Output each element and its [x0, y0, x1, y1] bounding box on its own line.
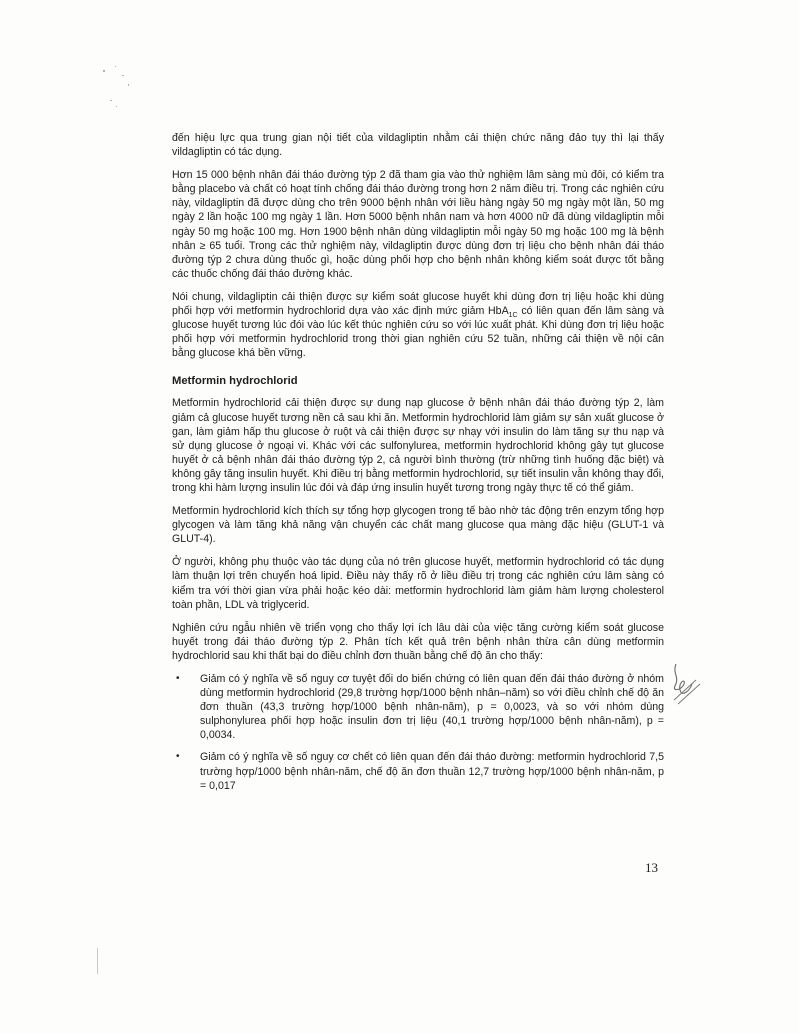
handwritten-signature-icon [666, 660, 702, 713]
paragraph-text: Nói chung, vildagliptin cải thiện được sự kiểm soát glucose huyết khi dùng đơn trị liệu hoặc khi dùng phối hợp với metformin hydrochlorid dựa vào xác định mức giảm HbA [172, 290, 664, 318]
scan-speck [110, 100, 112, 101]
list-item [172, 672, 664, 742]
scan-speck [103, 70, 105, 72]
page-number: 13 [645, 860, 658, 875]
paragraph: Hơn 15 000 bệnh nhân đái tháo đường týp 2 đã tham gia vào thử nghiệm lâm sàng mù đôi, có kiểm tra bằng placebo và chất có hoạt tính chống đái tháo đường trong hơn 2 năm điều trị. Trong các nghiên cứu này, vildagliptin đã được dùng cho trên 9000 bệnh nhân với liều hàng ngày 50 mg ngày một lần, 50 mg ngày 2 lần hoặc 100 mg ngày 1 lần. Hơn 5000 bệnh nhân nam và hơn 4000 nữ đã dùng vildagliptin mỗi ngày 50 mg hoặc 100 mg. Hơn 1900 bệnh nhân dùng vildagliptin mỗi ngày 50 mg hoặc 100 mg là bệnh nhân ≥ 65 tuổi. Trong các thử nghiệm này, vildagliptin được dùng đơn trị liệu cho bệnh nhân đái tháo đường týp 2 chưa dùng thuốc gì, hoặc dùng phối hợp cho bệnh nhân không kiểm soát được tốt bằng các thuốc chống đái tháo đường khác. [172, 169, 664, 280]
list-item-text: Giảm có ý nghĩa về số nguy cơ tuyệt đối do biến chứng có liên quan đến đái tháo đường ở nhóm dùng metformin hydrochlorid (29,8 trường hợp/1000 bệnh nhân–năm) so với điều chỉnh chế độ ăn đơn thuần (43,3 trường hợp/1000 bệnh nhân-năm), p = 0,0023, và so với nhóm dùng sulphonylurea phối hợp hoặc insulin đơn trị liệu (40,1 trường hợp/1000 bệnh nhân-năm), p = 0,0034. [200, 673, 664, 742]
bullet-list [172, 672, 664, 793]
list-item-text: Giảm có ý nghĩa về số nguy cơ chết có liên quan đến đái tháo đường: metformin hydrochlorid 7,5 trường hợp/1000 bệnh nhân-năm, chế độ ăn đơn thuần 12,7 trường hợp/1000 bệnh nhân-năm, p = 0,017 [200, 751, 664, 792]
section-heading: Metformin hydrochlorid [172, 375, 298, 388]
paragraph-hba1c [172, 290, 664, 360]
scan-speck [122, 75, 124, 76]
scan-mark [97, 948, 98, 974]
paragraph: đến hiệu lực qua trung gian nội tiết của vildagliptin nhằm cải thiện chức năng đảo tụy thì lại thấy vildagliptin có tác dụng. [172, 132, 664, 159]
paragraph: Metformin hydrochlorid kích thích sự tổng hợp glycogen trong tế bào nhờ tác động trên enzym tổng hợp glycogen và làm tăng khả năng vận chuyển các chất mang glucose qua màng đặc hiệu (GLUT-1 và GLUT-4). [172, 505, 664, 546]
bullet-icon: • [176, 751, 180, 763]
bullet-icon: • [176, 673, 180, 684]
list-item [172, 750, 664, 792]
paragraph: Nghiên cứu ngẫu nhiên về triển vọng cho thấy lợi ích lâu dài của việc tăng cường kiểm soát glucose huyết trong đái tháo đường týp 2. Phân tích kết quả trên bệnh nhân thừa cân dùng metformin hydrochlorid sau khi thất bại do điều chỉnh đơn thuần bằng chế độ ăn cho thấy: [172, 621, 664, 662]
scan-speck [128, 84, 129, 86]
subscript: 1C [508, 312, 518, 320]
paragraph: Ở người, không phụ thuộc vào tác dụng của nó trên glucose huyết, metformin hydrochlorid có tác dụng làm thuận lợi trên chuyển hoá lipid. Điều này thấy rõ ở liều điều trị trong các nghiên cứu lâm sàng có kiểm tra với thời gian vừa phải hoặc kéo dài: metformin hydrochlorid làm giảm hàm lượng cholesterol toàn phần, LDL và triglycerid. [172, 556, 664, 611]
paragraph-text: có liên quan đến lâm sàng và glucose huyết tương lúc đói vào lúc kết thúc nghiên cứu so với lúc xuất phát. Khi dùng đơn trị liệu hoặc phối hợp với metformin hydrochlorid trong thời gian nghiên cứu 52 tuần, những cải thiện về nội cân bằng glucose khá bền vững. [172, 305, 664, 360]
document-body [172, 131, 664, 801]
scan-speck [116, 106, 117, 107]
paragraph: Metformin hydrochlorid cải thiện được sự dung nạp glucose ở bệnh nhân đái tháo đường týp 2, làm giảm cả glucose huyết tương nền cả sau khi ăn. Metformin hydrochlorid làm giảm sự sản xuất glucose ở gan, làm giảm hấp thu glucose ở ruột và cải thiện được sự nhạy với insulin do làm tăng sự thu nạp và sử dụng glucose ở ngoại vi. Khác với các sulfonylurea, metformin hydrochlorid không gây tụt glucose huyết ở cả bệnh nhân đái tháo đường týp 2, cả người bình thường (trừ những tình huống đặc biệt) và không gây tăng insulin huyết. Khi điều trị bằng metformin hydrochlorid, sự tiết insulin vẫn không thay đổi, trong khi hàm lượng insulin lúc đói và đáp ứng insulin huyết tương trong ngày thực tế có thể giảm. [172, 397, 664, 494]
scan-speck [115, 66, 116, 67]
